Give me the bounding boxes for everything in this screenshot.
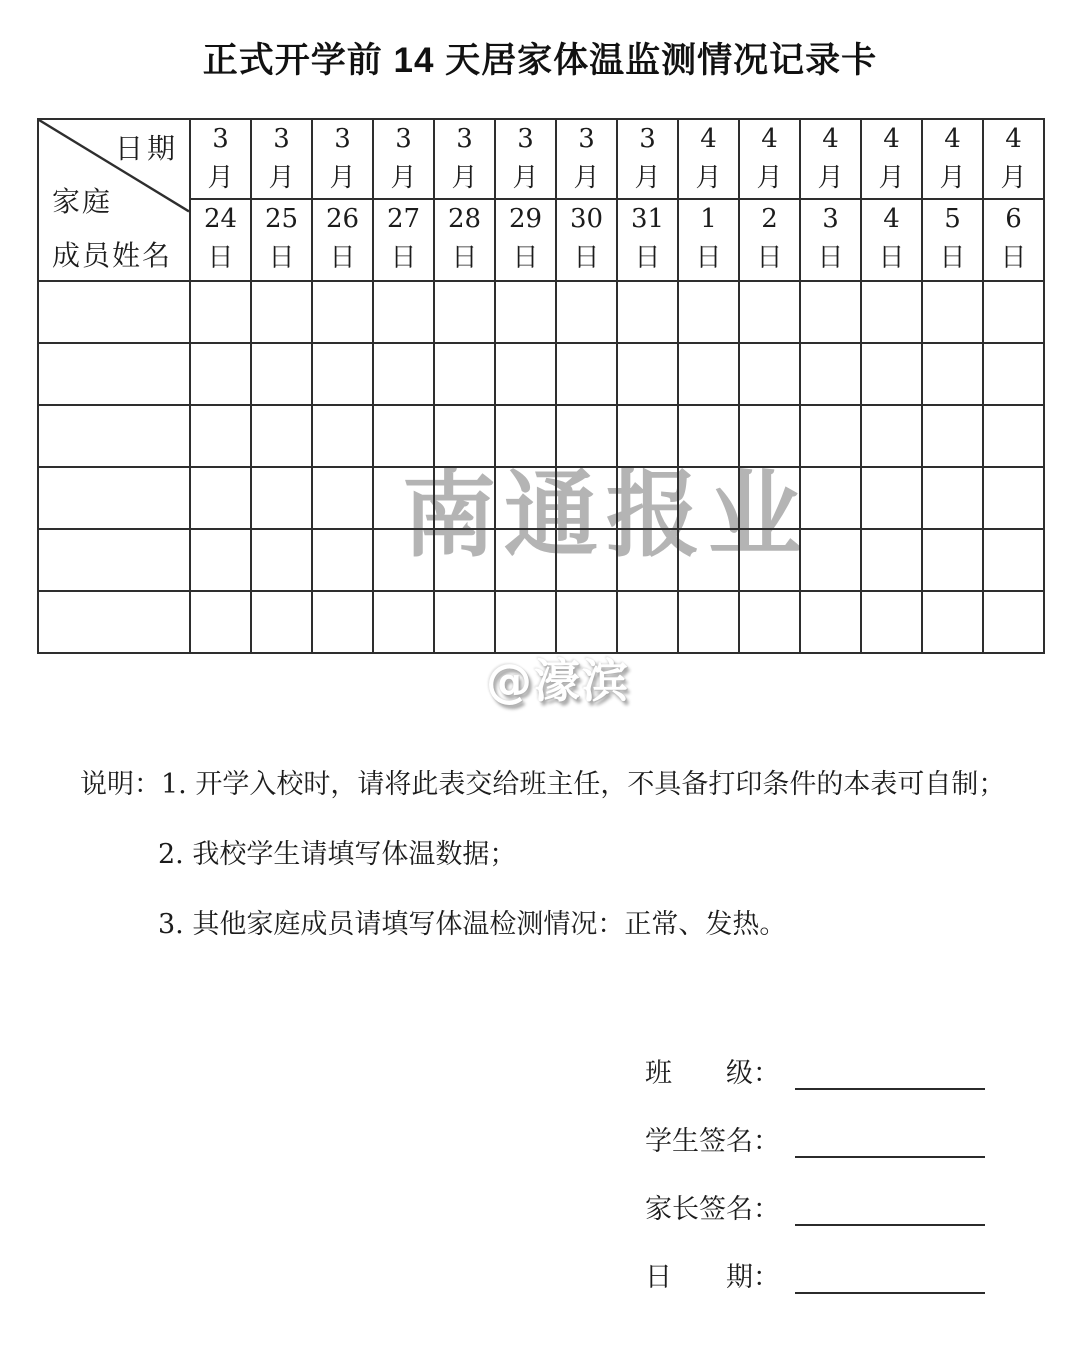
temperature-record-cell bbox=[922, 281, 983, 343]
temperature-record-cell bbox=[495, 591, 556, 653]
date-label: 日 期： bbox=[645, 1262, 780, 1293]
note-item-1: 1. 开学入校时，请将此表交给班主任，不具备打印条件的本表可自制； bbox=[161, 769, 1006, 800]
day-unit: 日 bbox=[207, 243, 234, 273]
temperature-record-cell bbox=[190, 591, 251, 653]
temperature-record-cell bbox=[251, 281, 312, 343]
month-unit: 月 bbox=[634, 163, 661, 193]
month-number: 4 bbox=[883, 124, 900, 154]
temperature-record-cell bbox=[190, 405, 251, 467]
temperature-record-cell bbox=[617, 467, 678, 529]
day-number: 1 bbox=[700, 204, 717, 234]
signature-field-parent bbox=[645, 1186, 985, 1226]
date-day-cell bbox=[251, 199, 312, 281]
temperature-record-cell bbox=[983, 343, 1044, 405]
record-row bbox=[38, 467, 1044, 529]
temperature-record-cell bbox=[678, 591, 739, 653]
temperature-record-cell bbox=[861, 529, 922, 591]
day-unit: 日 bbox=[451, 243, 478, 273]
temperature-record-cell bbox=[312, 467, 373, 529]
temperature-record-cell bbox=[678, 281, 739, 343]
temperature-record-cell bbox=[251, 591, 312, 653]
temperature-record-cell bbox=[861, 405, 922, 467]
member-name-cell bbox=[38, 467, 190, 529]
record-row bbox=[38, 529, 1044, 591]
month-unit: 月 bbox=[451, 163, 478, 193]
temperature-record-cell bbox=[678, 467, 739, 529]
page-title: 正式开学前 14 天居家体温监测情况记录卡 bbox=[202, 41, 878, 80]
temperature-record-cell bbox=[617, 591, 678, 653]
day-number: 27 bbox=[386, 204, 421, 234]
day-number: 29 bbox=[508, 204, 543, 234]
temperature-record-cell bbox=[800, 343, 861, 405]
temperature-record-cell bbox=[373, 281, 434, 343]
date-day-cell bbox=[312, 199, 373, 281]
corner-member-name-label: 成员姓名 bbox=[52, 239, 173, 272]
day-unit: 日 bbox=[878, 243, 905, 273]
date-day-cell bbox=[800, 199, 861, 281]
parent-signature-label: 家长签名： bbox=[645, 1194, 780, 1225]
temperature-record-cell bbox=[434, 281, 495, 343]
temperature-record-cell bbox=[495, 405, 556, 467]
temperature-record-cell bbox=[678, 529, 739, 591]
temperature-record-table bbox=[37, 118, 1045, 654]
month-number: 4 bbox=[944, 124, 961, 154]
temperature-record-cell bbox=[495, 343, 556, 405]
temperature-record-cell bbox=[739, 529, 800, 591]
class-label: 班 级： bbox=[645, 1058, 780, 1089]
temperature-record-cell bbox=[312, 281, 373, 343]
temperature-record-cell bbox=[922, 405, 983, 467]
temperature-record-cell bbox=[617, 405, 678, 467]
date-day-cell bbox=[373, 199, 434, 281]
temperature-record-cell bbox=[190, 343, 251, 405]
temperature-record-cell bbox=[434, 467, 495, 529]
date-day-cell bbox=[495, 199, 556, 281]
date-day-cell bbox=[861, 199, 922, 281]
day-number: 30 bbox=[569, 204, 604, 234]
date-blank-line bbox=[795, 1252, 985, 1294]
temperature-record-cell bbox=[678, 343, 739, 405]
day-number: 3 bbox=[822, 204, 839, 234]
note-line-3: 3. 其他家庭成员请填写体温检测情况：正常、发热。 bbox=[158, 909, 787, 940]
temperature-record-cell bbox=[434, 343, 495, 405]
date-month-cell bbox=[678, 119, 739, 199]
temperature-record-cell bbox=[800, 529, 861, 591]
member-name-cell bbox=[38, 281, 190, 343]
watermark-haobin-handle: @濠滨 bbox=[486, 654, 630, 708]
temperature-record-cell bbox=[495, 281, 556, 343]
temperature-record-cell bbox=[983, 281, 1044, 343]
corner-family-label: 家庭 bbox=[52, 185, 113, 218]
temperature-record-cell bbox=[800, 405, 861, 467]
temperature-record-cell bbox=[312, 405, 373, 467]
temperature-record-cell bbox=[434, 529, 495, 591]
date-day-cell bbox=[617, 199, 678, 281]
month-unit: 月 bbox=[1000, 163, 1027, 193]
date-day-cell bbox=[678, 199, 739, 281]
header-month-row bbox=[38, 119, 1044, 199]
day-unit: 日 bbox=[817, 243, 844, 273]
month-number: 4 bbox=[761, 124, 778, 154]
record-row bbox=[38, 591, 1044, 653]
student-signature-label: 学生签名： bbox=[645, 1126, 780, 1157]
temperature-record-cell bbox=[861, 467, 922, 529]
temperature-record-cell bbox=[922, 591, 983, 653]
day-number: 25 bbox=[264, 204, 299, 234]
date-month-cell bbox=[556, 119, 617, 199]
note-line-1 bbox=[80, 768, 1010, 802]
temperature-record-cell bbox=[251, 467, 312, 529]
temperature-record-cell bbox=[556, 343, 617, 405]
temperature-record-cell bbox=[617, 529, 678, 591]
temperature-record-cell bbox=[556, 591, 617, 653]
member-name-cell bbox=[38, 529, 190, 591]
day-unit: 日 bbox=[1000, 243, 1027, 273]
record-row bbox=[38, 405, 1044, 467]
temperature-record-cell bbox=[739, 281, 800, 343]
date-month-cell bbox=[251, 119, 312, 199]
member-name-cell bbox=[38, 343, 190, 405]
day-number: 6 bbox=[1005, 204, 1022, 234]
month-number: 3 bbox=[517, 124, 534, 154]
temperature-record-cell bbox=[251, 529, 312, 591]
temperature-record-cell bbox=[800, 591, 861, 653]
date-day-cell bbox=[556, 199, 617, 281]
date-month-cell bbox=[190, 119, 251, 199]
notes-section bbox=[80, 768, 1010, 978]
temperature-record-cell bbox=[617, 281, 678, 343]
day-number: 5 bbox=[944, 204, 961, 234]
month-number: 3 bbox=[395, 124, 412, 154]
temperature-record-cell bbox=[312, 529, 373, 591]
signature-section bbox=[645, 1050, 985, 1322]
temperature-record-cell bbox=[922, 529, 983, 591]
temperature-record-cell bbox=[556, 529, 617, 591]
date-month-cell bbox=[617, 119, 678, 199]
temperature-record-cell bbox=[983, 591, 1044, 653]
day-unit: 日 bbox=[573, 243, 600, 273]
month-number: 4 bbox=[700, 124, 717, 154]
temperature-record-cell bbox=[434, 591, 495, 653]
date-day-cell bbox=[434, 199, 495, 281]
note-line-2: 2. 我校学生请填写体温数据； bbox=[158, 839, 517, 870]
date-month-cell bbox=[800, 119, 861, 199]
member-name-cell bbox=[38, 591, 190, 653]
month-unit: 月 bbox=[512, 163, 539, 193]
month-unit: 月 bbox=[939, 163, 966, 193]
temperature-record-cell bbox=[739, 405, 800, 467]
corner-date-label: 日期 bbox=[114, 132, 179, 165]
month-number: 3 bbox=[212, 124, 229, 154]
temperature-record-cell bbox=[556, 467, 617, 529]
temperature-record-cell bbox=[739, 343, 800, 405]
day-unit: 日 bbox=[268, 243, 295, 273]
temperature-record-cell bbox=[556, 405, 617, 467]
temperature-record-cell bbox=[495, 529, 556, 591]
member-name-cell bbox=[38, 405, 190, 467]
parent-signature-blank-line bbox=[795, 1184, 985, 1226]
day-number: 28 bbox=[447, 204, 482, 234]
date-month-cell bbox=[739, 119, 800, 199]
date-month-cell bbox=[312, 119, 373, 199]
day-number: 2 bbox=[761, 204, 778, 234]
day-unit: 日 bbox=[756, 243, 783, 273]
month-unit: 月 bbox=[878, 163, 905, 193]
day-number: 26 bbox=[325, 204, 360, 234]
month-number: 3 bbox=[456, 124, 473, 154]
month-number: 4 bbox=[1005, 124, 1022, 154]
notes-heading: 说明： bbox=[80, 769, 161, 800]
temperature-record-cell bbox=[190, 467, 251, 529]
temperature-record-cell bbox=[373, 467, 434, 529]
month-unit: 月 bbox=[573, 163, 600, 193]
temperature-record-cell bbox=[617, 343, 678, 405]
temperature-record-cell bbox=[251, 405, 312, 467]
date-month-cell bbox=[495, 119, 556, 199]
table-corner-cell bbox=[38, 119, 190, 281]
class-blank-line bbox=[795, 1048, 985, 1090]
date-month-cell bbox=[861, 119, 922, 199]
temperature-record-cell bbox=[434, 405, 495, 467]
date-day-cell bbox=[190, 199, 251, 281]
month-unit: 月 bbox=[695, 163, 722, 193]
temperature-record-cell bbox=[922, 343, 983, 405]
temperature-record-cell bbox=[983, 405, 1044, 467]
temperature-record-cell bbox=[190, 529, 251, 591]
temperature-record-cell bbox=[373, 529, 434, 591]
temperature-record-cell bbox=[800, 281, 861, 343]
date-month-cell bbox=[983, 119, 1044, 199]
temperature-record-cell bbox=[190, 281, 251, 343]
month-unit: 月 bbox=[268, 163, 295, 193]
temperature-record-cell bbox=[678, 405, 739, 467]
date-month-cell bbox=[434, 119, 495, 199]
temperature-record-cell bbox=[251, 343, 312, 405]
temperature-record-cell bbox=[800, 467, 861, 529]
day-unit: 日 bbox=[695, 243, 722, 273]
day-unit: 日 bbox=[329, 243, 356, 273]
signature-field-student bbox=[645, 1118, 985, 1158]
day-unit: 日 bbox=[512, 243, 539, 273]
day-number: 4 bbox=[883, 204, 900, 234]
month-number: 3 bbox=[273, 124, 290, 154]
date-day-cell bbox=[983, 199, 1044, 281]
date-day-cell bbox=[922, 199, 983, 281]
temperature-record-cell bbox=[312, 343, 373, 405]
temperature-record-cell bbox=[861, 281, 922, 343]
day-unit: 日 bbox=[390, 243, 417, 273]
date-month-cell bbox=[373, 119, 434, 199]
signature-field-date bbox=[645, 1254, 985, 1294]
temperature-record-cell bbox=[556, 281, 617, 343]
month-unit: 月 bbox=[329, 163, 356, 193]
month-number: 4 bbox=[822, 124, 839, 154]
day-unit: 日 bbox=[939, 243, 966, 273]
temperature-record-cell bbox=[373, 591, 434, 653]
month-number: 3 bbox=[578, 124, 595, 154]
month-unit: 月 bbox=[817, 163, 844, 193]
temperature-record-cell bbox=[312, 591, 373, 653]
month-unit: 月 bbox=[390, 163, 417, 193]
date-month-cell bbox=[922, 119, 983, 199]
day-number: 31 bbox=[630, 204, 665, 234]
temperature-record-cell bbox=[373, 405, 434, 467]
day-unit: 日 bbox=[634, 243, 661, 273]
temperature-record-cell bbox=[861, 591, 922, 653]
day-number: 24 bbox=[203, 204, 238, 234]
signature-field-class bbox=[645, 1050, 985, 1090]
temperature-record-cell bbox=[983, 467, 1044, 529]
temperature-record-cell bbox=[861, 343, 922, 405]
temperature-record-cell bbox=[922, 467, 983, 529]
temperature-record-cell bbox=[983, 529, 1044, 591]
record-row bbox=[38, 343, 1044, 405]
month-number: 3 bbox=[639, 124, 656, 154]
student-signature-blank-line bbox=[795, 1116, 985, 1158]
record-row bbox=[38, 281, 1044, 343]
month-unit: 月 bbox=[756, 163, 783, 193]
month-number: 3 bbox=[334, 124, 351, 154]
temperature-record-cell bbox=[739, 467, 800, 529]
temperature-record-cell bbox=[495, 467, 556, 529]
watermark-nantong-press: 南通报业 bbox=[402, 460, 811, 570]
temperature-record-cell bbox=[739, 591, 800, 653]
temperature-record-cell bbox=[373, 343, 434, 405]
month-unit: 月 bbox=[207, 163, 234, 193]
date-day-cell bbox=[739, 199, 800, 281]
